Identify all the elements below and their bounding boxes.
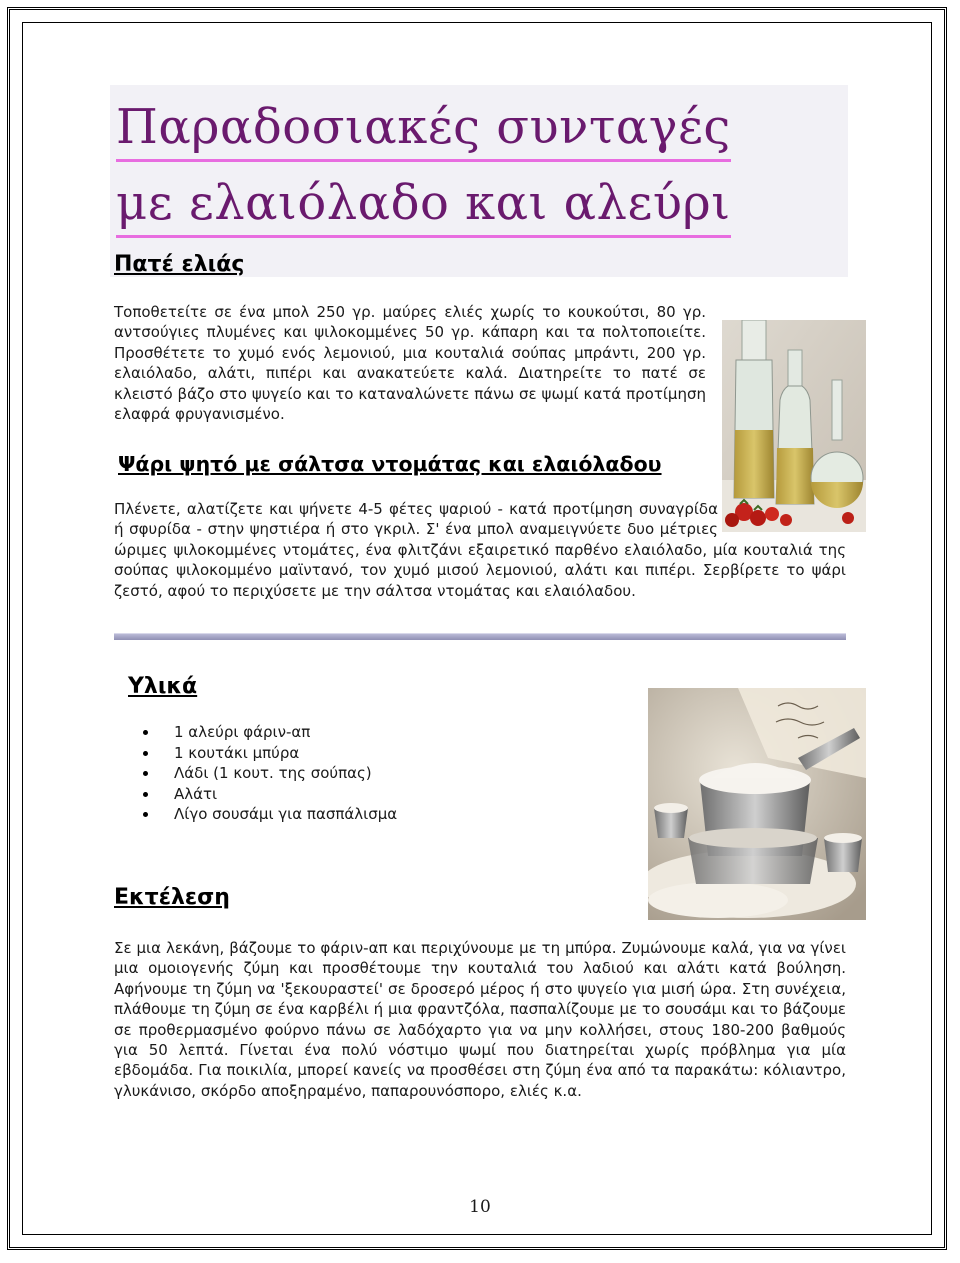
title-line-2: με ελαιόλαδο και αλεύρι [116, 171, 731, 238]
grilled-fish-body: Πλένετε, αλατίζετε και ψήνετε 4-5 φέτες ψαριού - κατά προτίμηση συναγρίδα ή σφυρίδα - στην ψηστιέρα ή στο γκριλ. Σ' ένα μπολ αναμειγνύετε δυο μέτριες ώριμες ψιλοκομμένες ντομάτες, ένα φλιτζάνι εξαιρετικό παρθένο ελαιόλαδο, μία κουταλιά της σούπας ψιλοκομμένο μαϊντανό, τον χυμό μισού λεμονιού, αλάτι και πιπέρι. Σερβίρετε το ψάρι ζεστό, αφού το περιχύσετε με την σάλτσα ντομάτας και ελαιόλαδου. [114, 500, 846, 600]
list-item: 1 κουτάκι μπύρα [140, 743, 397, 764]
flour-image [648, 688, 866, 920]
list-item: 1 αλεύρι φάριν-απ [140, 722, 397, 743]
section-heading-ingredients: Υλικά [128, 674, 198, 699]
grilled-fish-text-block [114, 499, 846, 601]
list-item: Λίγο σουσάμι για πασπάλισμα [140, 804, 397, 825]
olive-pate-text: Τοποθετείτε σε ένα μπολ 250 γρ. μαύρες ελιές χωρίς το κουκούτσι, 80 γρ. αντσούγιες πλυμένες και ψιλοκομμένες 50 γρ. κάπαρη και τα πολτοποιείτε. Προσθέτετε το χυμό ενός λεμονιού, μια κουταλιά σούπας μπράντι, 200 γρ. ελαιόλαδο, αλάτι, πιπέρι και ανακατεύετε καλά. Διατηρείτε το πατέ σε κλειστό βάζο στο ψυγείο και το καταναλώνετε πάνω σε ψωμί κατά προτίμηση ελαφρά φρυγανισμένο. [114, 303, 706, 424]
ingredients-list [140, 722, 397, 825]
page-title [116, 89, 731, 241]
section-divider [114, 633, 846, 640]
section-heading-method: Εκτέλεση [114, 885, 230, 910]
page-number: 10 [469, 1197, 491, 1217]
list-item: Λάδι (1 κουτ. της σούπας) [140, 763, 397, 784]
list-item: Αλάτι [140, 784, 397, 805]
section-heading-grilled-fish: Ψάρι ψητό με σάλτσα ντομάτας και ελαιόλαδου [118, 452, 662, 476]
title-banner [110, 85, 848, 277]
section-heading-olive-pate: Πατέ ελιάς [114, 252, 245, 277]
image-wrap-spacer [718, 499, 846, 539]
flour-illustration [648, 688, 866, 920]
method-text: Σε μια λεκάνη, βάζουμε το φάριν-απ και περιχύνουμε με τη μπύρα. Ζυμώνουμε καλά, για να γίνει μια ομοιογενής ζύμη και προσθέτουμε την κουταλιά του λαδιού και αλάτι κατά βούληση. Αφήνουμε τη ζύμη να 'ξεκουραστεί' σε δροσερό μέρος ή στο ψυγείο για μισή ώρα. Στη συνέχεια, πλάθουμε τη ζύμη σε ένα καρβέλι ή μια φραντζόλα, πασπαλίζουμε με το σουσάμι και το βάζουμε σε προθερμασμένο φούρνο πάνω σε λαδόχαρτο για να μην κολλήσει, στους 180-200 βαθμούς για 50 λεπτά. Γίνεται ένα πολύ νόστιμο ψωμί που διατηρείται χωρίς πρόβλημα για μία εβδομάδα. Για ποικιλία, μπορεί κανείς να προσθέσει στη ζύμη ένα από τα παρακάτω: κόλιαντρο, γλυκάνισο, σκόρδο αποξηραμένο, παπαρουνόσπορο, ελιές κ.α. [114, 939, 846, 1100]
title-line-1: Παραδοσιακές συνταγές [116, 95, 731, 162]
